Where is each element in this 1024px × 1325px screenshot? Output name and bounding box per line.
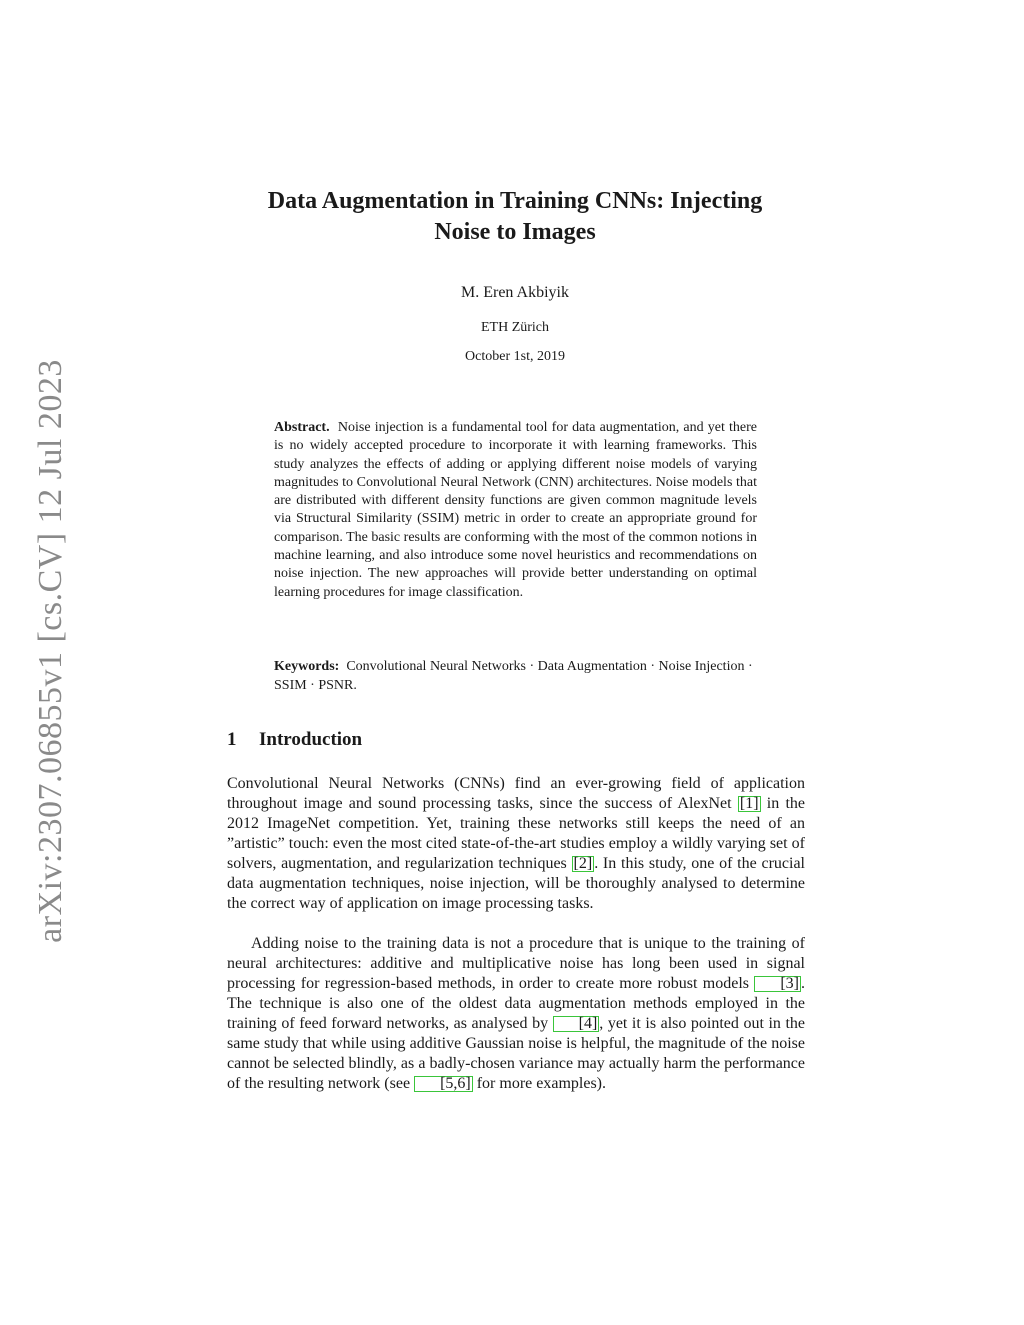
publication-date: October 1st, 2019 [465,349,565,364]
section-number: 1 [227,729,237,750]
intro-paragraph-1 [227,774,805,914]
paragraph-text: in the 2012 ImageNet competition. Yet, training these networks still keeps the need of an ”artistic” touch: even the most cited state-of-the-art studies employ a wildly varying set of solvers, augmentation, and regularization techniques [227,795,806,872]
abstract-text: Noise injection is a fundamental tool for data augmentation, and yet there is no widely accepted procedure to incorporate it with learning frameworks. This study analyzes the effects of adding or applying different noise models of varying magnitudes to Convolutional Neural Network (CNN) architectures. Noise models that are distributed with different density functions are given common magnitude levels via Structural Similarity (SSIM) metric in order to create an appropriate ground for comparison. The basic results are conforming with the most of the common notions in machine learning, and also introduce some novel heuristics and recommendations on noise injection. The new approaches will provide better understanding on optimal learning procedures for image classification. [274,420,758,600]
citation-link[interactable]: [2] [573,855,593,872]
keywords [274,658,764,695]
section-heading [227,729,362,751]
abstract-label: Abstract. [274,420,330,435]
section-title: Introduction [259,729,363,750]
paragraph-text: Adding noise to the training data is not a procedure that is unique to the training of neural architectures: additive and multiplicative noise has long been used in signal processing for regression-based methods, in order to create more robust models [227,935,805,992]
citation-link[interactable]: [1] [739,795,759,812]
intro-paragraph-2 [227,934,805,1094]
abstract [274,419,757,602]
citation-link[interactable]: [5,6] [414,1076,473,1092]
title-line-1: Data Augmentation in Training CNNs: Injecting [267,188,763,214]
arxiv-identifier: arXiv:2307.06855v1 [cs.CV] 12 Jul 2023 [32,358,69,943]
paper-title [210,186,820,248]
paragraph-text: for more examples). [472,1075,606,1092]
paragraph-text: , yet it is also pointed out in the same study that while using additive Gaussian noise is helpful, the magnitude of the noise cannot be selected blindly, as a badly-chosen variance may actually harm the performance of the resulting network (see [227,1015,805,1092]
paragraph-text: Convolutional Neural Networks (CNNs) find an ever-growing field of application throughout image and sound processing tasks, since the success of AlexNet [227,775,805,812]
paragraph-text: . In this study, one of the crucial data augmentation techniques, noise injection, will be thoroughly analysed to determine the correct way of application on image processing tasks. [227,855,806,912]
paragraph-text: . The technique is also one of the oldest data augmentation methods employed in the training of feed forward networks, as analysed by [227,975,805,1032]
citation-link[interactable]: [4] [553,1016,600,1032]
affiliation: ETH Zürich [480,320,550,335]
arxiv-sidebar-stamp [32,358,70,943]
citation-link[interactable]: [3] [754,976,801,992]
title-line-2: Noise to Images [434,219,596,245]
author-name: M. Eren Akbiyik [461,284,569,301]
keywords-label: Keywords: [274,659,340,674]
keywords-text: Convolutional Neural Networks · Data Augmentation · Noise Injection · SSIM · PSNR. [274,659,753,693]
